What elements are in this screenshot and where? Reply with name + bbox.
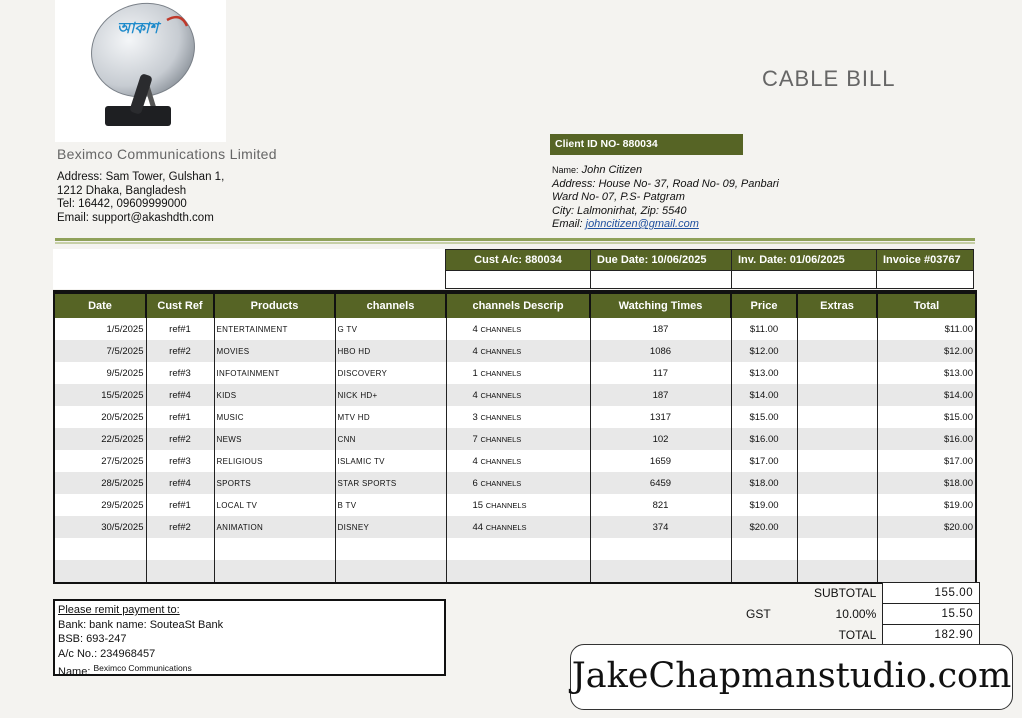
cell-product: LOCAL TV <box>214 494 335 516</box>
cell-product: SPORTS <box>214 472 335 494</box>
cell-extras <box>797 362 877 384</box>
cell-date: 20/5/2025 <box>54 406 146 428</box>
col-date: Date <box>54 292 146 318</box>
cell-desc <box>446 450 590 472</box>
invoice-number: Invoice #03767 <box>877 250 974 271</box>
cell-desc <box>446 406 590 428</box>
cell-ref: ref#2 <box>146 516 214 538</box>
cell-extras <box>797 340 877 362</box>
channel-desc: CHANNELS <box>480 412 522 422</box>
channel-desc: CHANNELS <box>480 346 522 356</box>
cell-extras <box>797 560 877 583</box>
cell-channel: STAR SPORTS <box>335 472 446 494</box>
cell-ref: ref#3 <box>146 450 214 472</box>
cell-ref: ref#1 <box>146 406 214 428</box>
cell-price: $16.00 <box>731 428 797 450</box>
cell-price: $15.00 <box>731 406 797 428</box>
client-email-link[interactable]: johncitizen@gmail.com <box>585 218 699 230</box>
cell-desc <box>446 560 590 583</box>
cell-total: $14.00 <box>877 384 976 406</box>
cell-total: $13.00 <box>877 362 976 384</box>
remit-box <box>53 599 446 676</box>
cell-ref: ref#1 <box>146 494 214 516</box>
col-watching-times: Watching Times <box>590 292 731 318</box>
cell-product <box>214 560 335 583</box>
client-name-row <box>552 164 779 178</box>
cell-desc <box>446 428 590 450</box>
cell-product: MUSIC <box>214 406 335 428</box>
cell-product <box>214 538 335 560</box>
cell-times: 1659 <box>590 450 731 472</box>
cell-date <box>54 560 146 583</box>
cell-channel: DISCOVERY <box>335 362 446 384</box>
total-label: TOTAL <box>838 628 877 642</box>
channel-desc: CHANNELS <box>485 522 527 532</box>
cell-times: 187 <box>590 318 731 340</box>
cell-ref <box>146 560 214 583</box>
watermark: JakeChapmanstudio.com <box>570 644 1013 710</box>
cell-price: $18.00 <box>731 472 797 494</box>
cell-channel: ISLAMIC TV <box>335 450 446 472</box>
channel-desc: CHANNELS <box>480 478 522 488</box>
client-name-label: Name: <box>552 165 579 175</box>
col-channels: channels <box>335 292 446 318</box>
subtotal-label: SUBTOTAL <box>814 586 877 600</box>
cell-times: 117 <box>590 362 731 384</box>
subtotal-value: 155.00 <box>883 583 980 604</box>
company-email: Email: support@akashdth.com <box>57 211 214 224</box>
cell-channel: DISNEY <box>335 516 446 538</box>
cell-channel: HBO HD <box>335 340 446 362</box>
satellite-dish-icon <box>55 0 226 142</box>
client-id-badge: Client ID NO- 880034 <box>550 134 743 155</box>
channel-count: 4 <box>472 323 478 335</box>
col-total: Total <box>877 292 976 318</box>
cell-total: $18.00 <box>877 472 976 494</box>
logo-text: আকাশ <box>117 19 159 37</box>
cell-extras <box>797 516 877 538</box>
company-tel: Tel: 16442, 09609999000 <box>57 198 187 210</box>
channel-count: 4 <box>472 345 478 357</box>
cell-product: ANIMATION <box>214 516 335 538</box>
col-price: Price <box>731 292 797 318</box>
cell-times: 6459 <box>590 472 731 494</box>
cell-ref: ref#4 <box>146 472 214 494</box>
cell-channel: MTV HD <box>335 406 446 428</box>
cell-ref: ref#2 <box>146 340 214 362</box>
remit-account: A/c No.: 234968457 <box>58 647 156 660</box>
channel-desc: CHANNELS <box>480 456 522 466</box>
cell-extras <box>797 428 877 450</box>
cell-total: $11.00 <box>877 318 976 340</box>
cell-channel: NICK HD+ <box>335 384 446 406</box>
client-ward: Ward No- 07, P.S- Patgram <box>552 191 685 203</box>
cell-price: $17.00 <box>731 450 797 472</box>
client-address: Address: House No- 37, Road No- 09, Panbari <box>552 177 779 190</box>
cell-times <box>590 538 731 560</box>
cell-total <box>877 560 976 583</box>
cell-price: $12.00 <box>731 340 797 362</box>
cell-total: $12.00 <box>877 340 976 362</box>
table-row <box>54 472 976 494</box>
cell-times: 1317 <box>590 406 731 428</box>
gst-label: GST <box>746 607 771 621</box>
cell-desc <box>446 472 590 494</box>
table-row <box>54 406 976 428</box>
total-value: 182.90 <box>883 625 980 646</box>
channel-count: 7 <box>472 433 478 445</box>
cell-times: 187 <box>590 384 731 406</box>
cell-total: $19.00 <box>877 494 976 516</box>
cell-times: 821 <box>590 494 731 516</box>
cell-price: $20.00 <box>731 516 797 538</box>
line-items-table <box>53 290 977 584</box>
channel-desc: CHANNELS <box>480 434 522 444</box>
channel-count: 4 <box>472 389 478 401</box>
company-logo <box>55 0 226 142</box>
cell-date: 29/5/2025 <box>54 494 146 516</box>
cell-desc <box>446 516 590 538</box>
company-city: 1212 Dhaka, Bangladesh <box>57 184 187 197</box>
invoice-date: Inv. Date: 01/06/2025 <box>732 250 877 271</box>
cell-times: 374 <box>590 516 731 538</box>
cell-total: $16.00 <box>877 428 976 450</box>
table-row <box>54 494 976 516</box>
cell-extras <box>797 450 877 472</box>
table-row <box>54 560 976 583</box>
cell-ref: ref#4 <box>146 384 214 406</box>
channel-count: 15 <box>472 499 484 511</box>
invoice-meta-table <box>445 249 974 289</box>
cell-channel: G TV <box>335 318 446 340</box>
table-row <box>54 516 976 538</box>
cell-product: MOVIES <box>214 340 335 362</box>
cell-product: ENTERTAINMENT <box>214 318 335 340</box>
cell-channel <box>335 538 446 560</box>
cell-date: 1/5/2025 <box>54 318 146 340</box>
cell-extras <box>797 318 877 340</box>
remit-title: Please remit payment to: <box>58 604 180 616</box>
cell-desc <box>446 318 590 340</box>
cell-desc <box>446 340 590 362</box>
cell-extras <box>797 384 877 406</box>
cell-date <box>54 538 146 560</box>
col-channels-descrip: channels Descrip <box>446 292 590 318</box>
meta-blank <box>53 249 445 289</box>
channel-count: 4 <box>472 455 478 467</box>
cell-channel: B TV <box>335 494 446 516</box>
table-row <box>54 318 976 340</box>
gst-rate: 10.00% <box>835 607 877 621</box>
cell-date: 9/5/2025 <box>54 362 146 384</box>
cell-date: 30/5/2025 <box>54 516 146 538</box>
col-cust-ref: Cust Ref <box>146 292 214 318</box>
client-city: City: Lalmonirhat, Zip: 5540 <box>552 204 687 217</box>
cell-desc <box>446 538 590 560</box>
divider <box>55 238 975 241</box>
col-products: Products <box>214 292 335 318</box>
cell-extras <box>797 406 877 428</box>
cell-ref: ref#2 <box>146 428 214 450</box>
channel-count: 44 <box>472 521 484 533</box>
cell-desc <box>446 494 590 516</box>
cell-date: 7/5/2025 <box>54 340 146 362</box>
remit-bank: Bank: bank name: SouteaSt Bank <box>58 618 224 631</box>
cell-product: NEWS <box>214 428 335 450</box>
cell-extras <box>797 472 877 494</box>
channel-desc: CHANNELS <box>480 324 522 334</box>
cell-channel <box>335 560 446 583</box>
remit-name-label: Name: <box>58 666 91 678</box>
cell-times: 102 <box>590 428 731 450</box>
cust-account: Cust A/c: 880034 <box>446 250 591 271</box>
cell-ref: ref#3 <box>146 362 214 384</box>
remit-bsb: BSB: 693-247 <box>58 633 127 645</box>
cell-price <box>731 560 797 583</box>
cell-total <box>877 538 976 560</box>
company-address-block <box>57 171 224 225</box>
cell-product: KIDS <box>214 384 335 406</box>
company-name: Beximco Communications Limited <box>57 146 277 162</box>
table-row <box>54 340 976 362</box>
cell-date: 28/5/2025 <box>54 472 146 494</box>
cell-channel: CNN <box>335 428 446 450</box>
cell-times: 1086 <box>590 340 731 362</box>
cell-total: $15.00 <box>877 406 976 428</box>
channel-count: 3 <box>472 411 478 423</box>
cell-ref: ref#1 <box>146 318 214 340</box>
due-date: Due Date: 10/06/2025 <box>591 250 732 271</box>
table-row <box>54 384 976 406</box>
client-name: John Citizen <box>581 164 643 176</box>
table-row <box>54 362 976 384</box>
cell-price: $14.00 <box>731 384 797 406</box>
cell-date: 27/5/2025 <box>54 450 146 472</box>
cell-date: 15/5/2025 <box>54 384 146 406</box>
cell-times <box>590 560 731 583</box>
company-address: Address: Sam Tower, Gulshan 1, <box>57 171 225 183</box>
divider <box>55 242 975 244</box>
cell-date: 22/5/2025 <box>54 428 146 450</box>
client-email-label: Email: <box>552 218 583 230</box>
cell-extras <box>797 494 877 516</box>
cell-price: $19.00 <box>731 494 797 516</box>
table-row <box>54 450 976 472</box>
channel-desc: CHANNELS <box>480 368 522 378</box>
page-title: CABLE BILL <box>762 66 896 91</box>
cell-desc <box>446 384 590 406</box>
remit-name-row <box>58 661 441 680</box>
cell-extras <box>797 538 877 560</box>
cell-price: $11.00 <box>731 318 797 340</box>
client-block <box>552 164 779 232</box>
cell-price <box>731 538 797 560</box>
col-extras: Extras <box>797 292 877 318</box>
cell-total: $20.00 <box>877 516 976 538</box>
client-email-row <box>552 218 779 232</box>
cell-total: $17.00 <box>877 450 976 472</box>
table-row <box>54 428 976 450</box>
cell-product: INFOTAINMENT <box>214 362 335 384</box>
totals-table <box>740 582 980 646</box>
channel-desc: CHANNELS <box>480 390 522 400</box>
remit-name: Beximco Communications <box>93 663 192 673</box>
channel-desc: CHANNELS <box>485 500 527 510</box>
cell-price: $13.00 <box>731 362 797 384</box>
cell-ref <box>146 538 214 560</box>
gst-value: 15.50 <box>883 604 980 625</box>
cell-product: RELIGIOUS <box>214 450 335 472</box>
channel-count: 6 <box>472 477 478 489</box>
channel-count: 1 <box>472 367 478 379</box>
cell-desc <box>446 362 590 384</box>
table-row <box>54 538 976 560</box>
